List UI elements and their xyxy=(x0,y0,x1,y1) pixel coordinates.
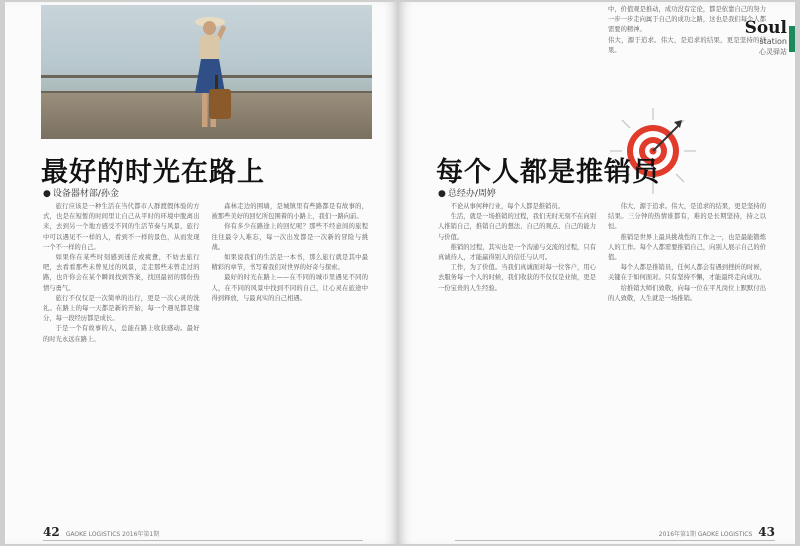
article-headline: 最好的时光在路上 xyxy=(41,157,265,188)
right-page xyxy=(398,2,795,544)
paragraph: 如果说我们的生活是一本书，那么旅行就是其中最精彩的章节，书写着我们对世界的好奇与探索。 xyxy=(211,254,368,272)
body-column-2 xyxy=(212,202,369,520)
body-column-2 xyxy=(608,202,766,520)
paragraph: 于是一个有故事的人，总能在路上收获感动。最好的时光永远在路上。 xyxy=(43,325,200,343)
badge-station: station xyxy=(759,37,787,46)
woman-with-suitcase-figure xyxy=(189,17,229,137)
footer-rule xyxy=(455,540,775,541)
bullet-icon: ● xyxy=(43,189,51,199)
article-author xyxy=(438,186,496,199)
article-body xyxy=(43,202,368,520)
paragraph: 伟大，源于追求。伟大，是追求的结果，更是坚持的结果。 xyxy=(608,36,766,54)
paragraph: 旅行不仅仅是一次简单的出行，更是一次心灵的洗礼。在路上的每一天都是新的开始，每一个遇见都是缘分，每一段经历都是成长。 xyxy=(43,294,200,323)
footer-text: 2016年第1期 GAOKE LOGISTICS xyxy=(658,531,753,538)
paragraph: 每个人都是推销员，任何人都会有遇到挫折的时候，关键在于如何面对。只有坚持不懈，才能最终走向成功。 xyxy=(608,264,766,282)
left-page xyxy=(5,2,398,544)
article-body xyxy=(438,202,766,520)
paragraph: 工作，为了价值。当我们真诚面对每一位客户，用心去服务每一个人的时候，我们收获的不仅仅是业绩，更是一份宝贵的人生经验。 xyxy=(438,264,596,292)
body-column-1 xyxy=(438,202,596,520)
footer-rule xyxy=(43,540,363,541)
travel-photo xyxy=(41,5,372,139)
page-footer xyxy=(43,525,159,539)
paragraph: 森林走边的围墙，是城镇里有些路都是有故事的，被那些美好的回忆所包围着的小路上，我们一路向前。 xyxy=(211,203,368,221)
page-number: 43 xyxy=(758,525,775,539)
paragraph: 生活，就是一场推销的过程，我们无时无刻不在向别人推销自己，推销自己的想法、自己的观点、自己的能力与价值。 xyxy=(438,213,596,241)
article-headline: 每个人都是推销员 xyxy=(436,157,660,188)
paragraph: 推销是世界上最具挑战性的工作之一，也是最能锻炼人的工作。每个人都需要推销自己，向别人展示自己的价值。 xyxy=(608,233,766,262)
paragraph: 中，价值观是推动，成功没有定论，都是依靠自己的努力一步一步走向属于自己的成功之路，这也是我们每个人都需要的精神。 xyxy=(608,6,766,34)
body-column-1 xyxy=(43,202,200,520)
paragraph: 推销的过程，其实也是一个沟通与交流的过程，只有真诚待人，才能赢得别人的信任与认可。 xyxy=(438,243,596,262)
badge-soul: Soul xyxy=(744,18,787,38)
page-footer xyxy=(659,525,775,539)
paragraph: 伟大，源于追求。伟大，是追求的结果，更是坚持的结果。三分钟的热情谁都有，难的是长期坚持，持之以恒。 xyxy=(608,203,766,231)
article-author xyxy=(43,186,119,199)
continued-column xyxy=(608,5,766,100)
accent-bar xyxy=(789,26,795,52)
badge-cn: 心灵驿站 xyxy=(759,48,787,56)
paragraph: 不论从事何种行业，每个人都是推销员。 xyxy=(450,203,564,210)
author-name: 设备器材部/孙金 xyxy=(52,189,119,199)
paragraph: 如果你在某些时刻感到迷茫或疲惫，不妨去旅行吧，去看看那些未曾见过的风景，走走那些未曾走过的路，也许你会在某个瞬间找到答案，找回最初的那份热情与勇气。 xyxy=(43,254,200,292)
paragraph: 给推销大师们致敬，向每一位在平凡岗位上默默付出的人致敬，人生就是一场推销。 xyxy=(608,284,766,302)
paragraph: 你有多少在路途上的回忆呢？那些不经意间的旅程往往最令人难忘，每一次出发都是一次新的冒险与挑战。 xyxy=(211,223,368,251)
paragraph: 最好的时光在路上——在不同的城市里遇见不同的人，在不同的风景中找到不同的自己，让心灵在旅途中得到释放，与最真实的自己相遇。 xyxy=(211,274,368,302)
paragraph: 旅行应该是一种生活在当代都市人群渡假体验的方式，也是在短暂的时间里让自己从平时的环境中脱离出来，去到另一个地方感受不同的生活节奏与风景，旅行中可以遇见不一样的人，看到不一样的景色，从而发现一个不一样的自己。 xyxy=(43,203,200,251)
footer-text: GAOKE LOGISTICS 2016年第1期 xyxy=(65,531,160,538)
section-badge xyxy=(745,20,787,57)
bullet-icon: ● xyxy=(438,189,446,199)
page-number: 42 xyxy=(43,525,60,539)
author-name: 总经办/周婷 xyxy=(447,189,496,199)
